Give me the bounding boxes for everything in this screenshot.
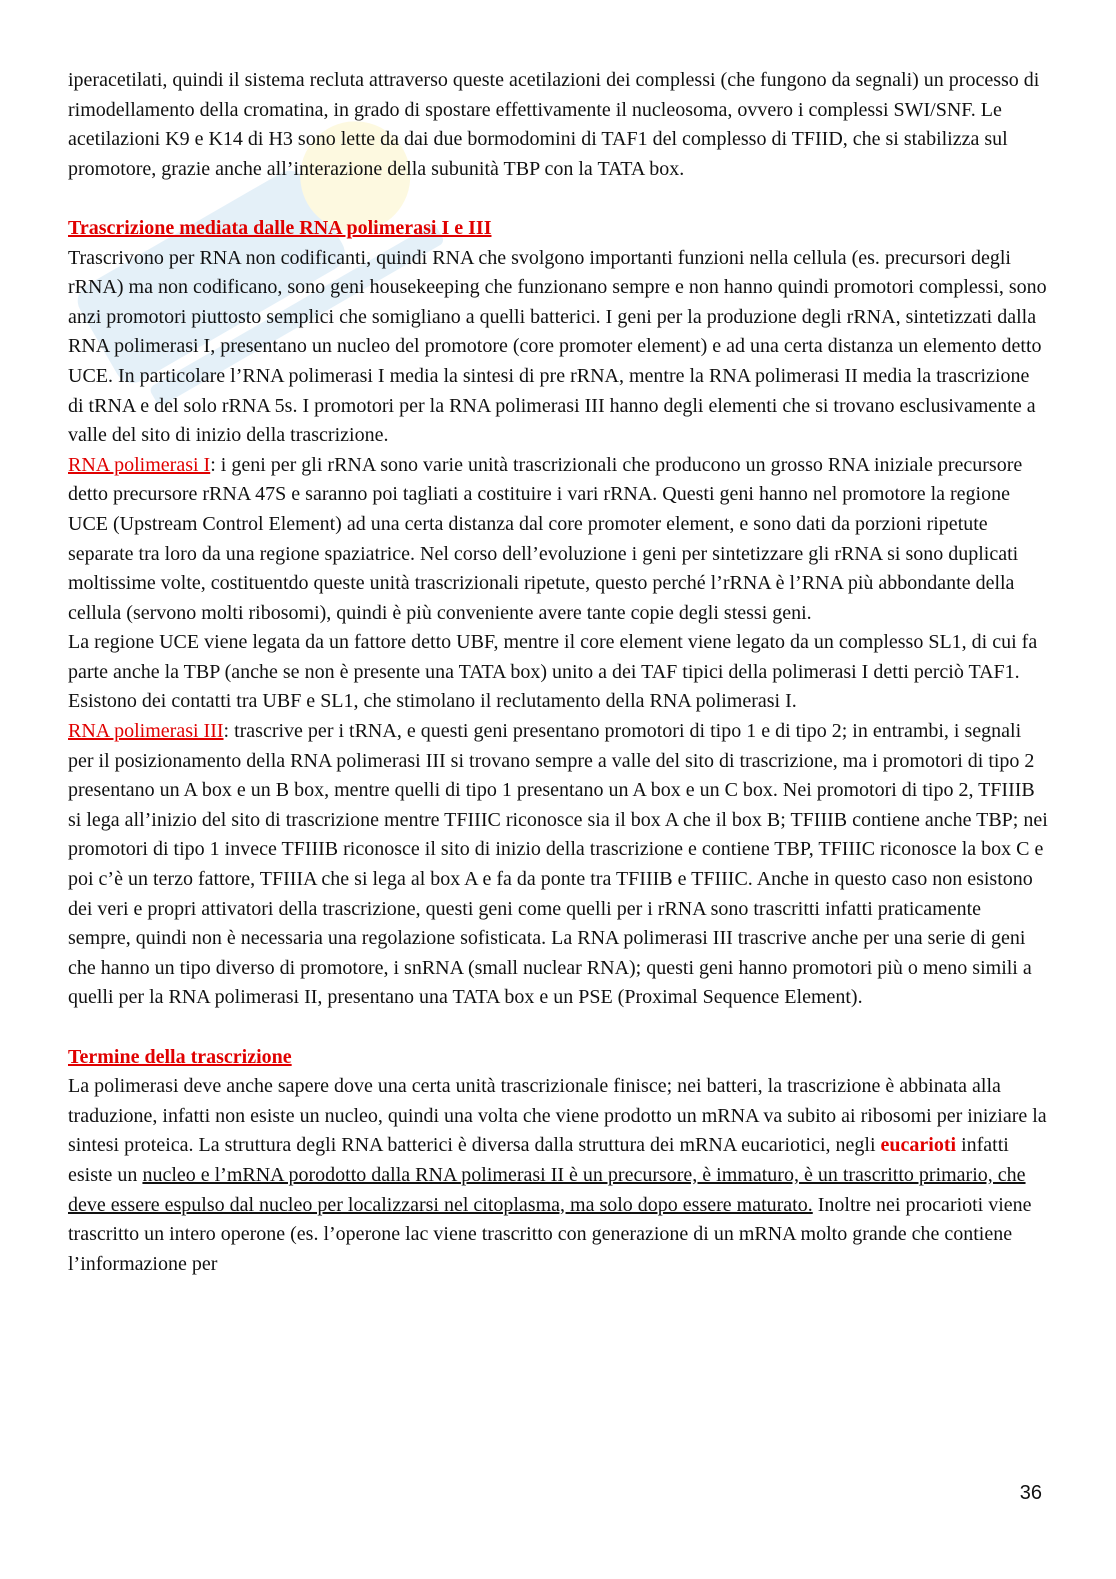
text-part-a: La polimerasi deve anche sapere dove una certa unità trascrizionale finisce; nei batteri, la trascrizione è abbinata alla traduzione, infatti non esiste un nucleo, quindi una volta che viene prodotto un mRNA va subito ai ribosomi per iniziare la sintesi proteica. La struttura degli RNA batterici è diversa dalla struttura dei mRNA eucariotici, negli — [68, 1075, 1047, 1157]
intro-paragraph: iperacetilati, quindi il sistema recluta attraverso queste acetilazioni dei complessi (che fungono da segnali) un processo di rimodellamento della cromatina, in grado di spostare effettivamente il nucleosoma, ovvero i complessi SWI/SNF. Le acetilazioni K9 e K14 di H3 sono lette da dai due bormodomini di TAF1 del complesso di TFIID, che si stabilizza sul promotore, grazie anche all’interazione della subunità TBP con la TATA box. — [68, 69, 1040, 180]
text-part-b: infatti esiste un — [68, 1134, 1009, 1186]
paragraph-rna-polymerase-iii — [68, 717, 1048, 1013]
paragraph-rna-polymerase-i — [68, 451, 1048, 629]
label-rna-polymerase-i: RNA polimerasi I — [68, 453, 211, 476]
heading-text: Termine della trascrizione — [68, 1045, 292, 1068]
paragraph-overview: Trascrivono per RNA non codificanti, quindi RNA che svolgono importanti funzioni nella cellula (es. precursori degli rRNA) ma non codificano, sono geni housekeeping che funzionano sempre e non hanno quindi promotori complessi, sono anzi promotori piuttosto semplici che somigliano a quelli batterici. I geni per la produzione degli rRNA, sintetizzati dalla RNA polimerasi I, presentano un nucleo del promotore (core promoter element) e ad una certa distanza un elemento detto UCE. In particolare l’RNA polimerasi I media la sintesi di pre rRNA, mentre la RNA polimerasi II media la trascrizione di tRNA e del solo rRNA 5s. I promotori per la RNA polimerasi III hanno degli elementi che si trovano esclusivamente a valle del sito di inizio della trascrizione. — [68, 246, 1047, 447]
section-heading-rna-polymerase-i-iii — [68, 214, 1048, 244]
section-heading-termination — [68, 1043, 1048, 1073]
heading-text: Trascrizione mediata dalle RNA polimerasi I e III — [68, 216, 492, 239]
text-part-c: Inoltre nei procarioti viene trascritto un intero operone (es. l’operone lac viene trascritto con generazione di un mRNA molto grande che contiene l’informazione per — [68, 1193, 1032, 1275]
paragraph-termination — [68, 1072, 1048, 1279]
document-body — [68, 66, 1048, 1279]
text-rna-polymerase-i: : i geni per gli rRNA sono varie unità trascrizionali che producono un grosso RNA iniziale precursore detto precursore rRNA 47S e saranno poi tagliati a costituire i vari rRNA. Questi geni hanno nel promotore la regione UCE (Upstream Control Element) ad una certa distanza dal core promoter element, e sono dati da porzioni ripetute separate tra loro da una regione spaziatrice. Nel corso dell’evoluzione i geni per sintetizzare gli rRNA si sono duplicati moltissime volte, costituentdo queste unità trascrizionali ripetute, questo perché l’rRNA è l’RNA più abbondante della cellula (servono molti ribosomi), quindi è più conveniente avere tante copie degli stessi geni. — [68, 453, 1023, 624]
label-rna-polymerase-iii: RNA polimerasi III — [68, 720, 224, 743]
keyword-eucarioti: eucarioti — [880, 1134, 957, 1157]
paragraph-ucf-sl1: La regione UCE viene legata da un fattore detto UBF, mentre il core element viene legato da un complesso SL1, di cui fa parte anche la TBP (anche se non è presente una TATA box) unito a dei TAF tipici della polimerasi I detti perciò TAF1. Esistono dei contatti tra UBF e SL1, che stimolano il reclutamento della RNA polimerasi I. — [68, 631, 1038, 713]
page-number: 36 — [1019, 1482, 1042, 1504]
text-rna-polymerase-iii: : trascrive per i tRNA, e questi geni presentano promotori di tipo 1 e di tipo 2; in entrambi, i segnali per il posizionamento della RNA polimerasi III si trovano sempre a valle del sito di trascrizione, ma i promotori di tipo 2 presentano un A box e un B box, mentre quelli di tipo 1 presentano un A box e un C box. Nei promotori di tipo 2, TFIIIB si lega all’inizio del sito di trascrizione mentre TFIIIC riconosce sia il box A che il box B; TFIIIB contiene anche TBP; nei promotori di tipo 1 invece TFIIIB riconosce il sito di inizio della trascrizione e contiene TBP, TFIIIC riconosce la box C e poi c’è un terzo fattore, TFIIIA che si lega al box A e fa da ponte tra TFIIIB e TFIIIC. Anche in questo caso non esistono dei veri e propri attivatori della trascrizione, questi geni come quelli per i rRNA sono trascritti infatti praticamente sempre, quindi non è necessaria una regolazione sofisticata. La RNA polimerasi III trascrive anche per una serie di geni che hanno un tipo diverso di promotore, i snRNA (small nuclear RNA); questi geni hanno promotori più o meno simili a quelli per la RNA polimerasi II, presentano una TATA box e un PSE (Proximal Sequence Element). — [68, 720, 1048, 1009]
underlined-text: nucleo e l’mRNA porodotto dalla RNA polimerasi II è un precursore, è immaturo, è un trascritto primario, che deve essere espulso dal nucleo per localizzarsi nel citoplasma, ma solo dopo essere maturato. — [68, 1163, 1026, 1216]
